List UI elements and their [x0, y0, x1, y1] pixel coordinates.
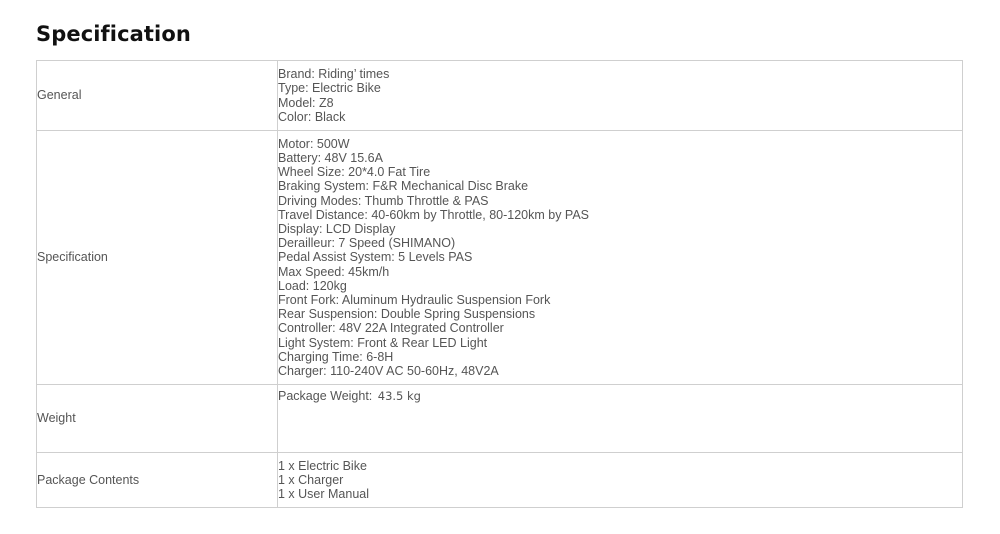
spec-line: Pedal Assist System: 5 Levels PAS — [278, 250, 473, 265]
spec-line: Controller: 48V 22A Integrated Controller — [278, 321, 504, 336]
spec-line: Motor: 500W — [278, 136, 350, 151]
table-row-specification — [37, 131, 963, 385]
spec-line: Charging Time: 6-8H — [278, 349, 394, 364]
spec-line: Travel Distance: 40-60km by Throttle, 80-120km by PAS — [278, 207, 590, 222]
spec-line: Battery: 48V 15.6A — [278, 150, 383, 165]
spec-line: Color: Black — [278, 109, 346, 124]
spec-line: Brand: Riding’ times — [278, 67, 390, 82]
package-weight-value: 43.5 kg — [377, 389, 421, 403]
page-title: Specification — [36, 22, 191, 46]
package-weight — [278, 385, 962, 403]
spec-line: Derailleur: 7 Speed (SHIMANO) — [278, 236, 456, 251]
table-row-package-contents — [37, 453, 963, 508]
spec-line: Braking System: F&R Mechanical Disc Brake — [278, 179, 529, 194]
spec-line: Rear Suspension: Double Spring Suspensions — [278, 307, 536, 322]
content-line: 1 x Electric Bike — [278, 458, 367, 473]
spec-line: Max Speed: 45km/h — [278, 264, 390, 279]
spec-line: Load: 120kg — [278, 278, 347, 293]
table-row-general — [37, 61, 963, 131]
content-line: 1 x User Manual — [278, 487, 370, 502]
row-label: General — [37, 61, 278, 131]
row-value — [278, 61, 963, 131]
row-value — [278, 385, 963, 453]
row-label: Specification — [37, 131, 278, 385]
spec-line: Front Fork: Aluminum Hydraulic Suspension Fork — [278, 293, 551, 307]
spec-table — [36, 60, 963, 508]
spec-line: Light System: Front & Rear LED Light — [278, 335, 488, 350]
spec-line: Type: Electric Bike — [278, 81, 381, 96]
spec-line: Wheel Size: 20*4.0 Fat Tire — [278, 165, 431, 180]
table-row-weight — [37, 385, 963, 453]
row-value — [278, 453, 963, 508]
package-weight-label: Package Weight: — [278, 389, 373, 403]
row-label: Weight — [37, 385, 278, 453]
row-label: Package Contents — [37, 453, 278, 508]
content-line: 1 x Charger — [278, 472, 344, 487]
row-value — [278, 131, 963, 385]
spec-line: Display: LCD Display — [278, 221, 396, 236]
spec-line: Driving Modes: Thumb Throttle & PAS — [278, 193, 489, 208]
spec-line: Model: Z8 — [278, 95, 334, 110]
spec-line: Charger: 110-240V AC 50-60Hz, 48V2A — [278, 364, 499, 379]
